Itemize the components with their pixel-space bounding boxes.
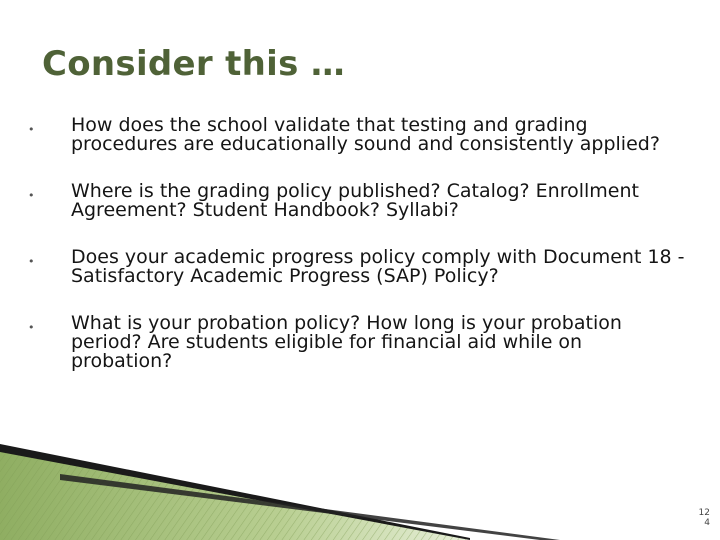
bullet-item bbox=[28, 314, 688, 371]
page-number-line: 12 bbox=[698, 508, 710, 518]
bullet-dot-icon: • bbox=[28, 321, 35, 334]
bullet-dot-icon: • bbox=[28, 189, 35, 202]
bullet-dot-icon: • bbox=[28, 255, 35, 268]
bullet-dot-icon: • bbox=[28, 123, 35, 136]
bullet-text: Where is the grading policy published? Catalog? Enrollment Agreement? Student Handbook? Syllabi? bbox=[71, 180, 639, 221]
page-number bbox=[699, 508, 710, 528]
slide-title: Consider this … bbox=[42, 44, 346, 84]
bullet-item bbox=[28, 182, 688, 220]
bullet-text: How does the school validate that testing and grading procedures are educationally sound and consistently applied? bbox=[71, 114, 660, 155]
bullet-text: Does your academic progress policy comply with Document 18 - Satisfactory Academic Progress (SAP) Policy? bbox=[71, 246, 685, 287]
bullet-item bbox=[28, 116, 688, 154]
page-number-line: 4 bbox=[704, 518, 710, 528]
bullet-text: What is your probation policy? How long is your probation period? Are students eligible for financial aid while on probation? bbox=[71, 312, 622, 372]
bullet-item bbox=[28, 248, 688, 286]
bullet-list bbox=[28, 116, 688, 399]
decorative-swoosh-graphic bbox=[0, 440, 720, 540]
